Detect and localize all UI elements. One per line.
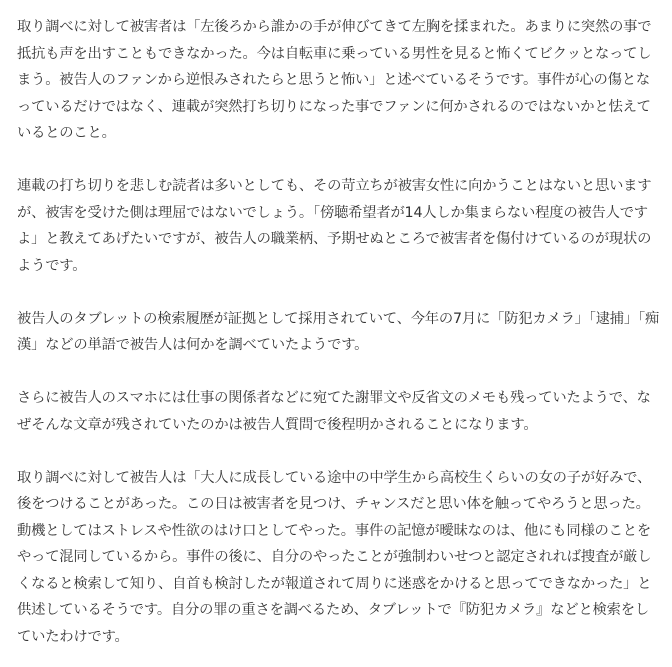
paragraph-victim-statement: 取り調べに対して被害者は「左後ろから誰かの手が伸びてきて左胸を揉まれた。あまりに突然の事で抵抗も声を出すこともできなかった。今は自転車に乗っている男性を見ると怖くてビクッとなってしまう。被告人のファンから逆恨みされたらと思うと怖い」と述べているそうです。事件が心の傷となっているだけではなく、連載が突然打ち切りになった事でファンに何かされるのではないかと怯えているとのこと。 xyxy=(17,19,652,141)
paragraph-defendant-statement: 取り調べに対して被告人は「大人に成長している途中の中学生から高校生くらいの女の子が好みで、後をつけることがあった。この日は被害者を見つけ、チャンスだと思い体を触ってやろうと思った。動機としてはストレスや性欲のはけ口としてやった。事件の記憶が曖昧なのは、他にも同様のことをやって混同しているから。事件の後に、自分のやったことが強制わいせつと認定されれば捜査が厳しくなると検索して知り、自首も検討したが報道されて周りに迷惑をかけると思ってできなかった」と供述しているそうです。自分の罪の重さを調べるため、タブレットで『防犯カメラ』などと検索をしていたわけです。 xyxy=(17,469,652,645)
paragraph-search-history: 被告人のタブレットの検索履歴が証拠として採用されていて、今年の7月に「防犯カメラ」「逮捕」「痴漢」などの単語で被告人は何かを調べていたようです。 xyxy=(17,310,660,353)
paragraph-apology-memo: さらに被告人のスマホには仕事の関係者などに宛てた謝罪文や反省文のメモも残っていたようで、なぜそんな文章が残されていたのかは被告人質問で後程明かされることになります。 xyxy=(17,390,651,433)
paragraph-reader-reaction: 連載の打ち切りを悲しむ読者は多いとしても、その苛立ちが被害女性に向かうことはないと思いますが、被害を受けた側は理屈ではないでしょう。「傍聴希望者が14人しか集まらない程度の被告人ですよ」と教えてあげたいですが、被告人の職業柄、予期せぬところで被害者を傷付けているのが現状のようです。 xyxy=(17,178,652,274)
